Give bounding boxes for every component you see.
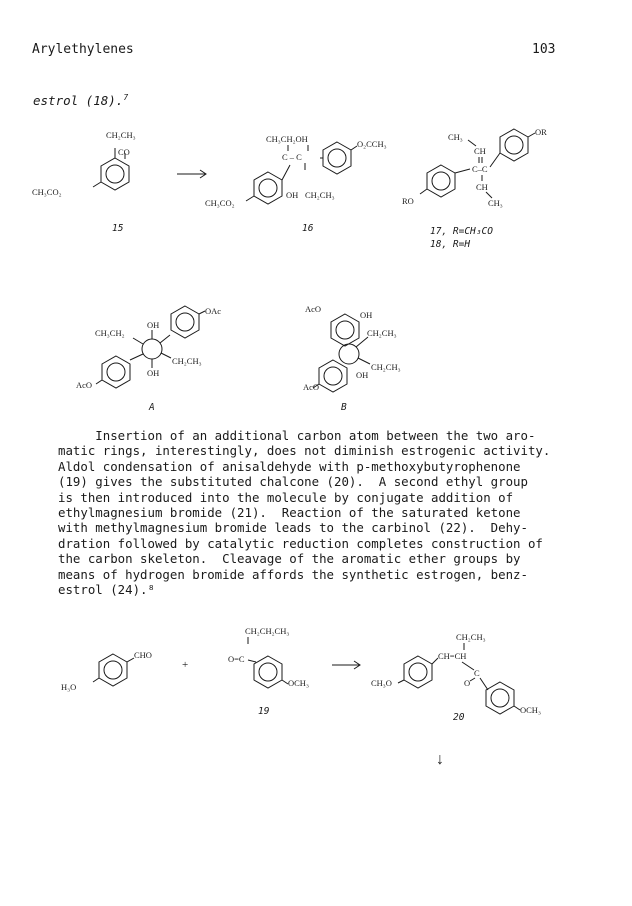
benzene-ring-20-right bbox=[486, 682, 514, 714]
ethyl-20: CH₂CH₃ bbox=[456, 632, 486, 642]
compound-17-18 bbox=[402, 127, 547, 250]
benzene-ring-a-top bbox=[171, 306, 199, 338]
running-header: Arylethylenes bbox=[32, 42, 134, 57]
or-right-17: OR bbox=[535, 127, 547, 137]
benzene-ring-b-bottom bbox=[319, 360, 347, 392]
newman-a bbox=[76, 306, 221, 413]
methyl-bottom-17: CH₃ bbox=[488, 198, 503, 208]
compound-20 bbox=[371, 632, 541, 723]
ethyl-hydroxy-16: CH₃CH₂OH bbox=[266, 134, 308, 144]
label-18: 18, R=H bbox=[430, 239, 471, 250]
ch-bottom-17: CH bbox=[476, 182, 488, 192]
carbonyl-o-20: O bbox=[464, 678, 471, 688]
label-a: A bbox=[149, 402, 155, 413]
carbonyl-c-20: C bbox=[474, 668, 480, 678]
newman-b bbox=[303, 304, 401, 413]
ethyl-left-a: CH₃CH₂ bbox=[95, 328, 125, 338]
acetoxy-15: CH₃CO₂ bbox=[32, 187, 62, 197]
label-15: 15 bbox=[112, 223, 124, 234]
body-paragraph bbox=[58, 428, 558, 597]
compound-15 bbox=[32, 130, 136, 234]
paragraph-line: matic rings, interestingly, does not diminish estrogenic activity. bbox=[58, 443, 551, 459]
paragraph-line: the carbon skeleton. Cleavage of the aromatic ether groups by bbox=[58, 551, 521, 567]
benzene-ring-16-top bbox=[323, 142, 351, 174]
benzene-ring-19 bbox=[254, 656, 282, 688]
paragraph-line: (19) gives the substituted chalcone (20). A second ethyl group bbox=[58, 474, 528, 490]
plus-sign: + bbox=[182, 659, 189, 671]
paragraph-line: estrol (24).⁸ bbox=[58, 582, 155, 598]
anisaldehyde bbox=[61, 650, 152, 692]
label-20: 20 bbox=[453, 712, 465, 723]
compound-16 bbox=[205, 134, 387, 234]
methoxy-anisaldehyde: H₃O bbox=[61, 682, 77, 692]
methoxy-20-right: OCH₃ bbox=[520, 705, 541, 715]
paragraph-line: is then introduced into the molecule by conjugate addition of bbox=[58, 489, 514, 505]
paragraph-line: Insertion of an additional carbon atom between the two aro- bbox=[58, 428, 536, 443]
ch-top-17: CH bbox=[474, 146, 486, 156]
propyl-19: CH₂CH₂CH₃ bbox=[245, 626, 290, 636]
methyl-top-17: CH₃ bbox=[448, 132, 463, 142]
aromatic-circle-15 bbox=[106, 165, 124, 183]
benzene-ring-anisaldehyde bbox=[99, 654, 127, 686]
methoxy-19: OCH₃ bbox=[288, 678, 309, 688]
page-number: 103 bbox=[532, 42, 556, 57]
paragraph-line: ethylmagnesium bromide (21). Reaction of the saturated ketone bbox=[58, 505, 521, 521]
chain-16: C – C bbox=[282, 152, 302, 162]
ethyl-15: CH₂CH₃ bbox=[106, 130, 136, 140]
compound-19 bbox=[228, 626, 309, 717]
oh-bottom-a: OH bbox=[147, 368, 160, 378]
arrow-down-icon: ↓ bbox=[436, 751, 444, 768]
label-16: 16 bbox=[302, 223, 314, 234]
aco-a: AcO bbox=[76, 380, 93, 390]
ethyl-right-b: CH₂CH₃ bbox=[371, 362, 401, 372]
label-19: 19 bbox=[258, 706, 270, 717]
benzene-ring-17-right bbox=[500, 129, 528, 161]
ethyl-right-a: CH₂CH₃ bbox=[172, 356, 202, 366]
aco-top-b: AcO bbox=[305, 304, 322, 314]
paragraph-line: with methylmagnesium bromide leads to the carbinol (22). Dehy- bbox=[58, 520, 528, 536]
vinyl-20: CH=CH bbox=[438, 651, 467, 661]
benzene-ring-15 bbox=[101, 158, 129, 190]
paragraph-line: Aldol condensation of anisaldehyde with p-methoxybutyrophenone bbox=[58, 458, 521, 474]
footnote-ref: 7 bbox=[123, 93, 129, 102]
continuation-text: estrol (18). bbox=[33, 93, 124, 109]
paragraph-line: dration followed by catalytic reduction completes construction of bbox=[58, 535, 543, 551]
benzene-ring-a-bottom bbox=[102, 356, 130, 388]
label-17: 17, R=CH₃CO bbox=[430, 226, 493, 237]
oh-top-b: OH bbox=[360, 310, 373, 320]
aco-bottom-b: AcO bbox=[303, 382, 320, 392]
ethyl-16: CH₂CH₃ bbox=[305, 190, 335, 200]
scheme-2 bbox=[0, 620, 632, 780]
reaction-arrow-2 bbox=[332, 661, 360, 669]
acetoxy-16-top: O₂CCH₃ bbox=[357, 139, 387, 149]
oh-16: OH bbox=[286, 190, 299, 200]
benzene-ring-b-top bbox=[331, 314, 359, 346]
oh-top-a: OH bbox=[147, 320, 160, 330]
continuation-line bbox=[33, 93, 128, 108]
ro-left-17: RO bbox=[402, 196, 414, 206]
cho-group: CHO bbox=[134, 650, 152, 660]
acetoxy-16-bottom: CH₃CO₂ bbox=[205, 198, 235, 208]
newman-circle-a bbox=[142, 339, 162, 359]
benzene-ring-16-bottom bbox=[254, 172, 282, 204]
double-bond-17: C–C bbox=[472, 164, 488, 174]
benzene-ring-20-left bbox=[404, 656, 432, 688]
newman-projections bbox=[0, 298, 632, 418]
benzene-ring-17-left bbox=[427, 165, 455, 197]
reaction-arrow-1 bbox=[177, 170, 206, 178]
carbonyl-15: CO bbox=[118, 147, 130, 157]
carbonyl-19: O=C bbox=[228, 654, 245, 664]
paragraph-line: means of hydrogen bromide affords the synthetic estrogen, benz- bbox=[58, 566, 528, 582]
label-b: B bbox=[341, 402, 347, 413]
methoxy-20-left: CH₃O bbox=[371, 678, 392, 688]
oh-bottom-b: OH bbox=[356, 370, 369, 380]
oac-a: OAc bbox=[205, 306, 222, 316]
ethyl-top-b: CH₂CH₃ bbox=[367, 328, 397, 338]
